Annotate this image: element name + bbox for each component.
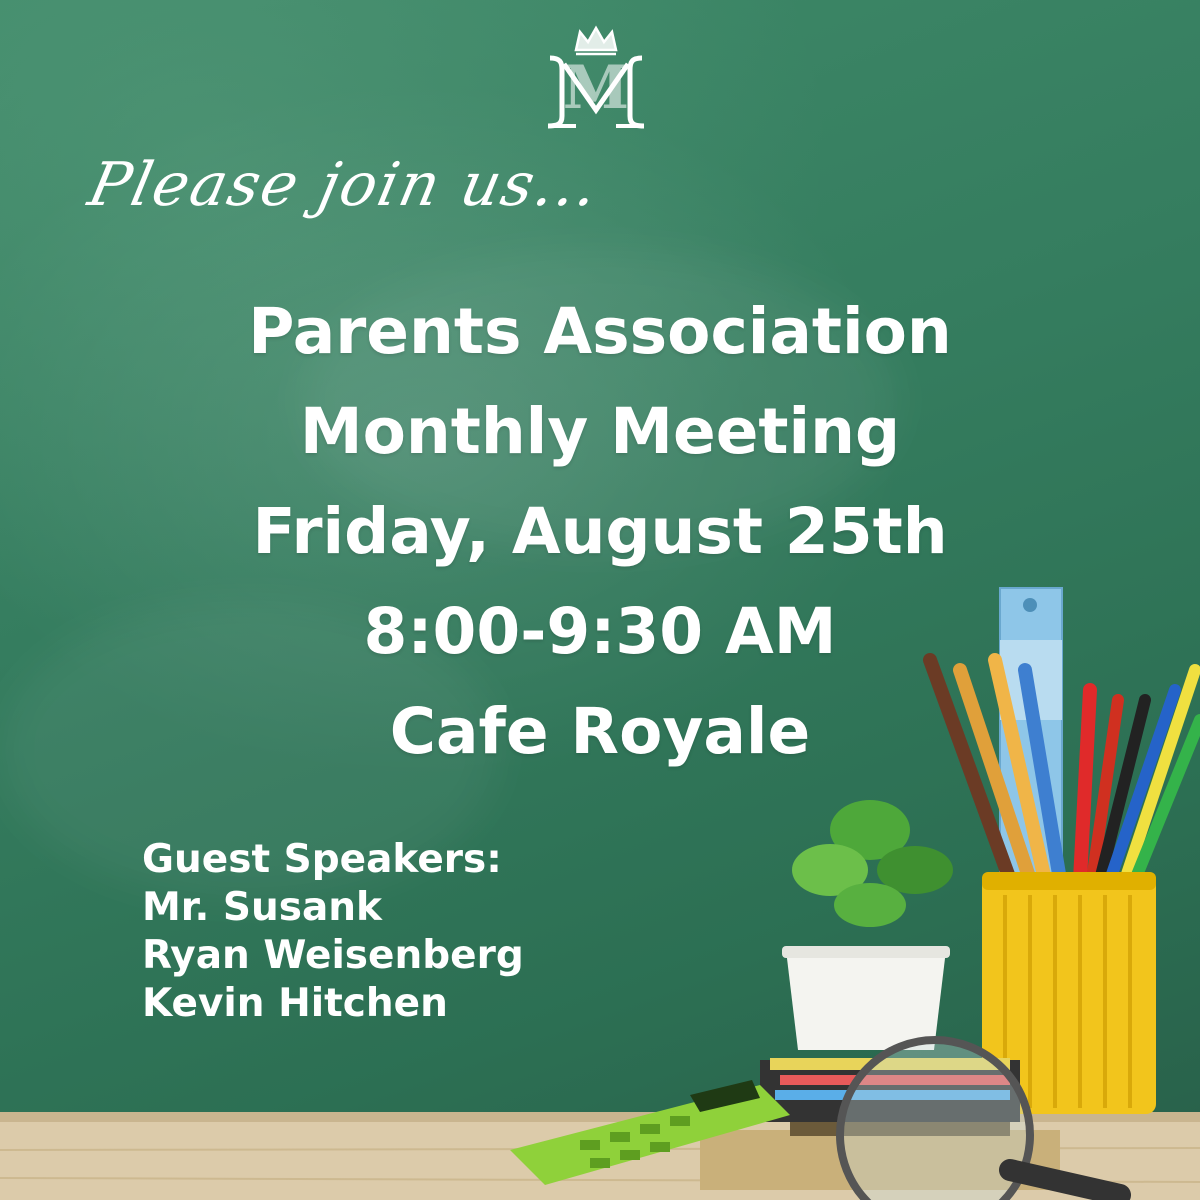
invite-script: Please join us... — [82, 150, 606, 220]
speaker-name: Mr. Susank — [142, 885, 382, 930]
speaker-name: Ryan Weisenberg — [142, 933, 524, 978]
event-title-line2: Monthly Meeting — [299, 395, 901, 468]
event-date: Friday, August 25th — [252, 495, 948, 568]
event-time: 8:00-9:30 AM — [363, 595, 837, 668]
speaker-name: Kevin Hitchen — [142, 981, 448, 1026]
potted-plant-icon — [782, 800, 953, 1050]
speakers-heading: Guest Speakers: — [142, 837, 502, 882]
logo-letter: M — [562, 53, 630, 123]
event-venue: Cafe Royale — [389, 695, 811, 768]
event-title-line1: Parents Association — [248, 295, 952, 368]
pencils-icon — [930, 660, 1200, 880]
